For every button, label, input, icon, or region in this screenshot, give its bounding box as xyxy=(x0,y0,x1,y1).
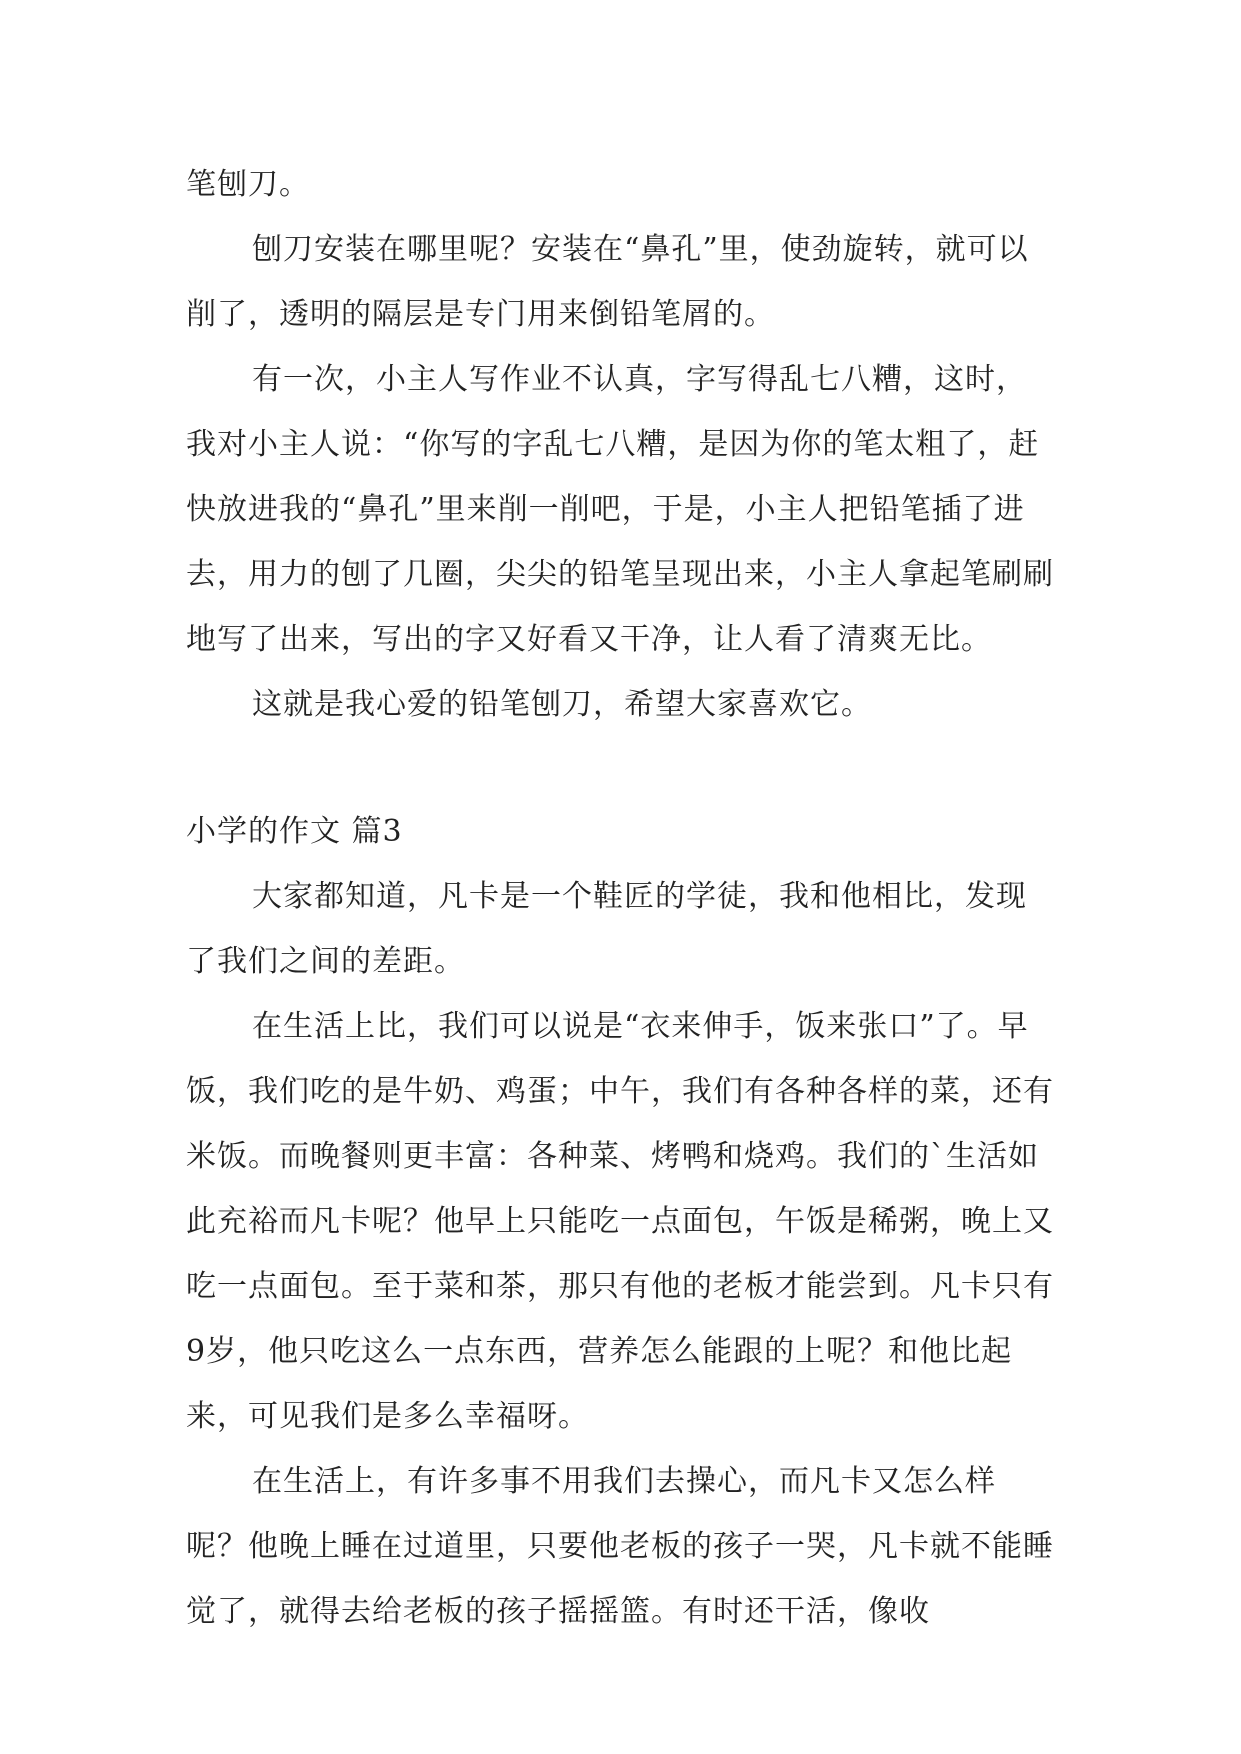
paragraph: 在生活上，有许多事不用我们去操心，而凡卡又怎么样呢？他晚上睡在过道里，只要他老板的孩子一哭，凡卡就不能睡觉了，就得去给老板的孩子摇摇篮。有时还干活，像收 xyxy=(186,1464,1054,1629)
paragraph: 在生活上比，我们可以说是“衣来伸手，饭来张口”了。早饭，我们吃的是牛奶、鸡蛋；中午，我们有各种各样的菜，还有米饭。而晚餐则更丰富：各种菜、烤鸭和烧鸡。我们的`生活如此充裕而凡卡呢？他早上只能吃一点面包，午饭是稀粥，晚上又吃一点面包。至于菜和茶，那只有他的老板才能尝到。凡卡只有9岁，他只吃这么一点东西，营养怎么能跟的上呢？和他比起来，可见我们是多么幸福呀。 xyxy=(186,1009,1054,1434)
article-body xyxy=(186,152,1056,1644)
paragraph: 大家都知道，凡卡是一个鞋匠的学徒，我和他相比，发现了我们之间的差距。 xyxy=(186,879,1027,979)
paragraph: 刨刀安装在哪里呢？安装在“鼻孔”里，使劲旋转，就可以削了，透明的隔层是专门用来倒铅笔屑的。 xyxy=(186,232,1029,332)
paragraph: 笔刨刀。 xyxy=(186,167,310,202)
paragraph: 这就是我心爱的铅笔刨刀，希望大家喜欢它。 xyxy=(252,687,872,722)
section-heading: 小学的作文 篇3 xyxy=(186,814,403,849)
paragraph: 有一次，小主人写作业不认真，字写得乱七八糟，这时，我对小主人说：“你写的字乱七八糟，是因为你的笔太粗了，赶快放进我的“鼻孔”里来削一削吧，于是，小主人把铅笔插了进去，用力的刨了几圈，尖尖的铅笔呈现出来，小主人拿起笔刷刷地写了出来，写出的字又好看又干净，让人看了清爽无比。 xyxy=(186,362,1054,657)
